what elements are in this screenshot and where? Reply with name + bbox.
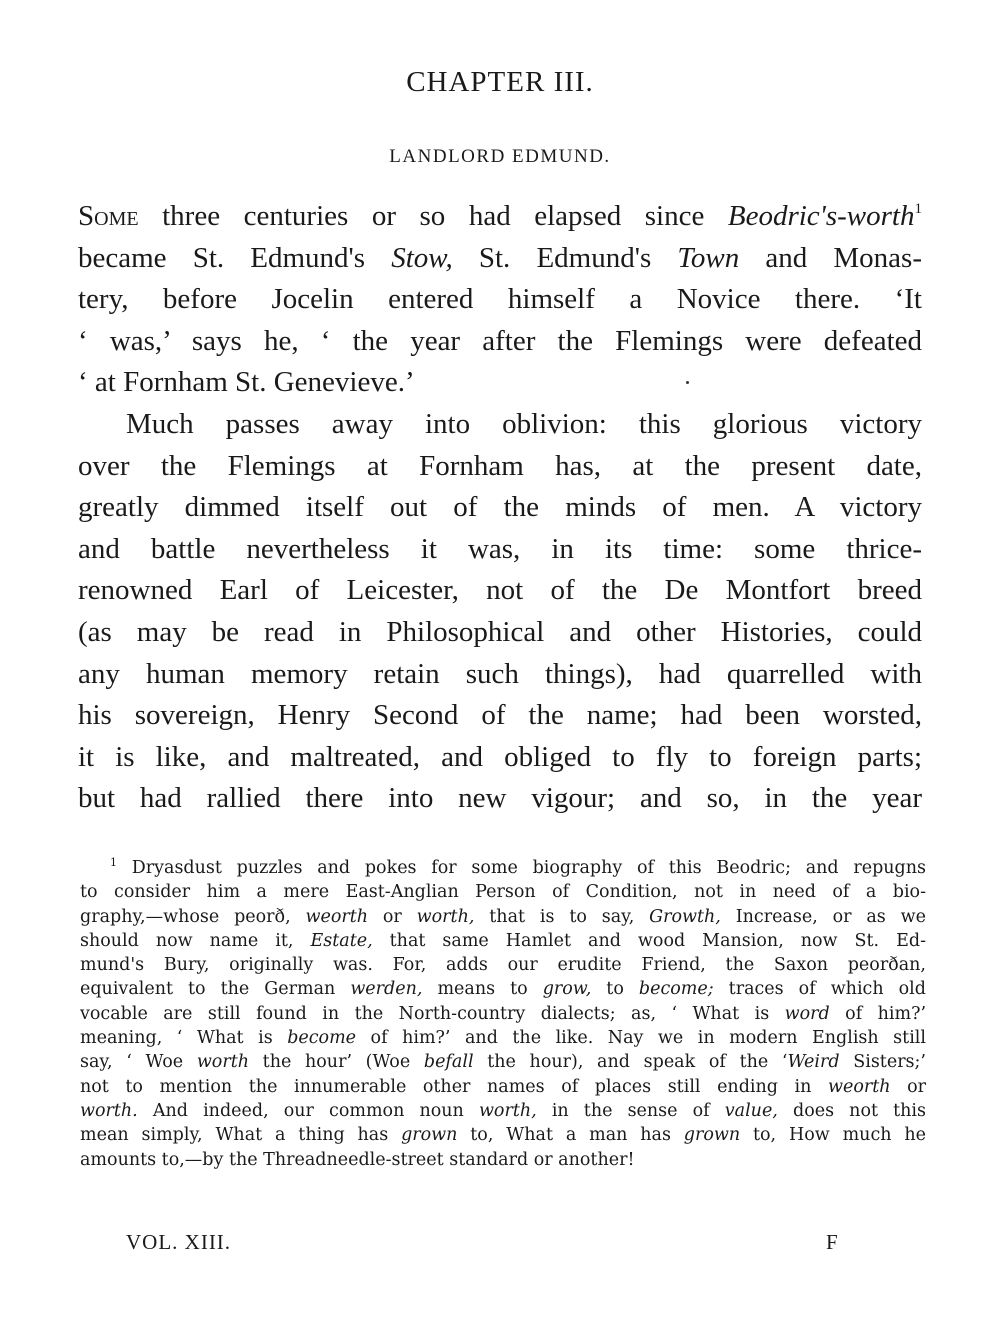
text-line: greatly dimmed itself out of the minds of men. A victory — [78, 491, 922, 524]
footnote-line: say, ‘ Woe worth the hour’ (Woe befall the hour), and speak of the ‘Weird Sisters;’ — [80, 1052, 926, 1073]
footnote-line: amounts to,—by the Threadneedle-street standard or another! — [80, 1149, 635, 1170]
volume-label: VOL. XIII. — [126, 1230, 232, 1254]
text-line: Some three centuries or so had elapsed since Beodric's-worth$^1$ — [78, 200, 922, 232]
footnote-line: equivalent to the German werden, means to grow, to become; traces of which old — [80, 979, 926, 1000]
ink-speck — [686, 381, 689, 384]
text-line: (as may be read in Philosophical and other Histories, could — [78, 615, 922, 648]
signature-mark: F — [826, 1230, 838, 1254]
text-line: became St. Edmund's Stow, St. Edmund's Town and Monas- — [78, 241, 922, 274]
footnote-line: to consider him a mere East-Anglian Person of Condition, not in need of a bio- — [80, 882, 926, 903]
footnote-line: should now name it, Estate, that same Hamlet and wood Mansion, now St. Ed- — [80, 930, 926, 951]
footnote-line: worth. And indeed, our common noun worth, in the sense of value, does not this — [80, 1100, 926, 1121]
text-line: his sovereign, Henry Second of the name; had been worsted, — [78, 699, 922, 732]
chapter-title: LANDLORD EDMUND. — [389, 146, 611, 167]
text-line: ‘ at Fornham St. Genevieve.’ — [78, 366, 415, 399]
footnote-line: vocable are still found in the North-country dialects; as, ‘ What is word of him?’ — [80, 1003, 926, 1024]
text-line: ‘ was,’ says he, ‘ the year after the Flemings were defeated — [78, 324, 922, 357]
footnote-line: meaning, ‘ What is become of him?’ and the like. Nay we in modern English still — [80, 1028, 926, 1049]
text-line: but had rallied there into new vigour; and so, in the year — [78, 782, 922, 815]
footnote-line: not to mention the innumerable other names of places still ending in weorth or — [80, 1076, 926, 1097]
text-line: and battle nevertheless it was, in its time: some thrice- — [78, 532, 922, 565]
text-line: Much passes away into oblivion: this glorious victory — [126, 407, 922, 440]
footnote-marker: 1 — [110, 856, 117, 869]
footnote-line: mean simply, What a thing has grown to, What a man has grown to, How much he — [80, 1125, 926, 1146]
text-line: tery, before Jocelin entered himself a Novice there. ‘It — [78, 283, 922, 316]
body-text — [78, 196, 922, 820]
footnote-line: $^1$ Dryasdust puzzles and pokes for some biography of this Beodric; and repugns — [110, 856, 926, 878]
chapter-heading: CHAPTER III. — [406, 66, 594, 98]
footnote — [80, 856, 926, 1172]
text-line: it is like, and maltreated, and obliged to fly to foreign parts; — [78, 740, 922, 773]
footnote-line: graphy,—whose peorð, weorth or worth, that is to say, Growth, Increase, or as we — [80, 906, 926, 927]
footnote-reference: 1 — [914, 201, 922, 217]
text-line: renowned Earl of Leicester, not of the De Montfort breed — [78, 574, 922, 607]
text-line: any human memory retain such things), had quarrelled with — [78, 657, 922, 690]
text-line: over the Flemings at Fornham has, at the present date, — [78, 449, 922, 482]
footnote-line: mund's Bury, originally was. For, adds our erudite Friend, the Saxon peorðan, — [80, 955, 926, 976]
